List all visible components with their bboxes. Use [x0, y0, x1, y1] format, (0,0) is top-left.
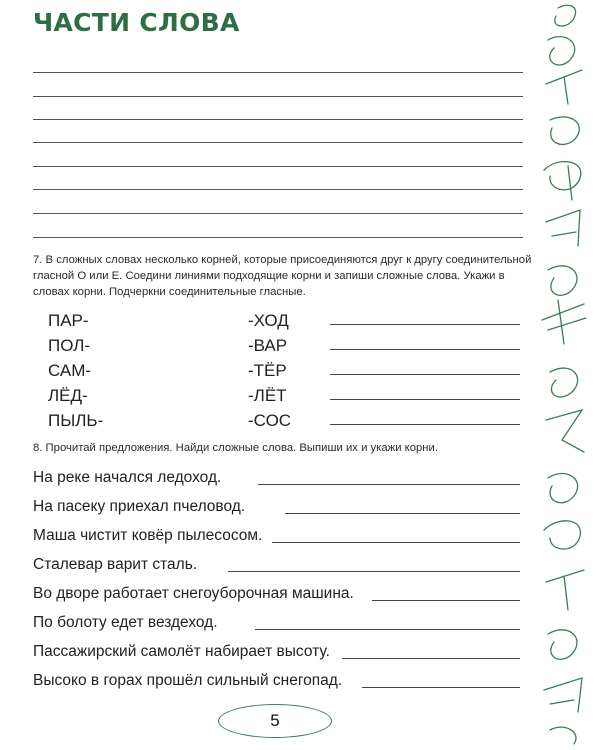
sentence: На реке начался ледоход. — [33, 469, 222, 486]
answer-line[interactable] — [330, 424, 520, 425]
sentence: Во дворе работает снегоуборочная машина. — [33, 585, 354, 602]
calligraphy-stroke — [544, 521, 580, 549]
sentence: Маша чистит ковёр пылесосом. — [33, 527, 263, 544]
calligraphy-stroke — [548, 473, 578, 502]
answer-line[interactable] — [330, 399, 520, 400]
calligraphy-stroke — [546, 210, 580, 246]
sentence: На пасеку приехал пчеловод. — [33, 498, 246, 515]
answer-line[interactable] — [228, 571, 520, 572]
answer-line[interactable] — [372, 600, 520, 601]
answer-line[interactable] — [330, 374, 520, 375]
right-root: -ТЁР — [248, 361, 287, 380]
left-root: САМ- — [48, 361, 92, 380]
left-root: ПАР- — [48, 311, 89, 330]
page-number: 5 — [270, 711, 280, 730]
sentence: Сталевар варит сталь. — [33, 556, 198, 573]
calligraphy-stroke — [542, 300, 586, 344]
calligraphy-stroke — [546, 410, 584, 452]
sentence: Высоко в горах прошёл сильный снегопад. — [33, 672, 343, 689]
answer-line[interactable] — [272, 542, 520, 543]
calligraphy-stroke — [544, 162, 581, 200]
answer-line[interactable] — [258, 484, 520, 485]
page-title: ЧАСТИ СЛОВА — [33, 8, 240, 37]
answer-line[interactable] — [285, 513, 520, 514]
right-root: -ВАР — [248, 336, 288, 355]
right-root: -ЛЁТ — [248, 386, 287, 405]
writing-line[interactable] — [33, 237, 523, 238]
calligraphy-stroke — [548, 266, 577, 296]
calligraphy-stroke — [548, 37, 575, 65]
right-root: -СОС — [248, 411, 292, 430]
calligraphy-stroke — [546, 570, 584, 610]
writing-line[interactable] — [33, 142, 523, 143]
writing-line[interactable] — [33, 96, 523, 97]
calligraphy-stroke — [550, 117, 579, 145]
writing-line[interactable] — [33, 213, 523, 214]
writing-line[interactable] — [33, 189, 523, 190]
task-7-instructions: 7. В сложных словах несколько корней, которые присоединяются друг к другу соединительной гласной О или Е. Соедини линиями подходящие корни и запиши сложные слова. Укажи в словах корни. Подчеркни соединительные гласные. — [33, 254, 532, 298]
left-root: ПЫЛЬ- — [48, 411, 104, 430]
page-number-oval — [218, 704, 332, 738]
calligraphy-stroke — [544, 678, 582, 712]
sentence: По болоту едет вездеход. — [33, 614, 218, 631]
task-8-instructions: 8. Прочитай предложения. Найди сложные слова. Выпиши их и укажи корни. — [33, 442, 438, 454]
decorative-border — [528, 0, 600, 750]
writing-line[interactable] — [33, 166, 523, 167]
answer-line[interactable] — [330, 324, 520, 325]
calligraphy-stroke — [550, 368, 578, 397]
answer-line[interactable] — [330, 349, 520, 350]
calligraphy-stroke — [555, 5, 576, 26]
answer-line[interactable] — [255, 629, 520, 630]
left-root: ЛЁД- — [48, 386, 88, 405]
calligraphy-stroke — [550, 727, 576, 744]
right-root: -ХОД — [248, 311, 289, 330]
calligraphy-stroke — [546, 70, 582, 104]
writing-line[interactable] — [33, 119, 523, 120]
writing-line[interactable] — [33, 72, 523, 73]
answer-line[interactable] — [362, 687, 520, 688]
left-root: ПОЛ- — [48, 336, 91, 355]
sentence: Пассажирский самолёт набирает высоту. — [33, 643, 330, 660]
calligraphy-stroke — [548, 630, 577, 660]
answer-line[interactable] — [342, 658, 520, 659]
